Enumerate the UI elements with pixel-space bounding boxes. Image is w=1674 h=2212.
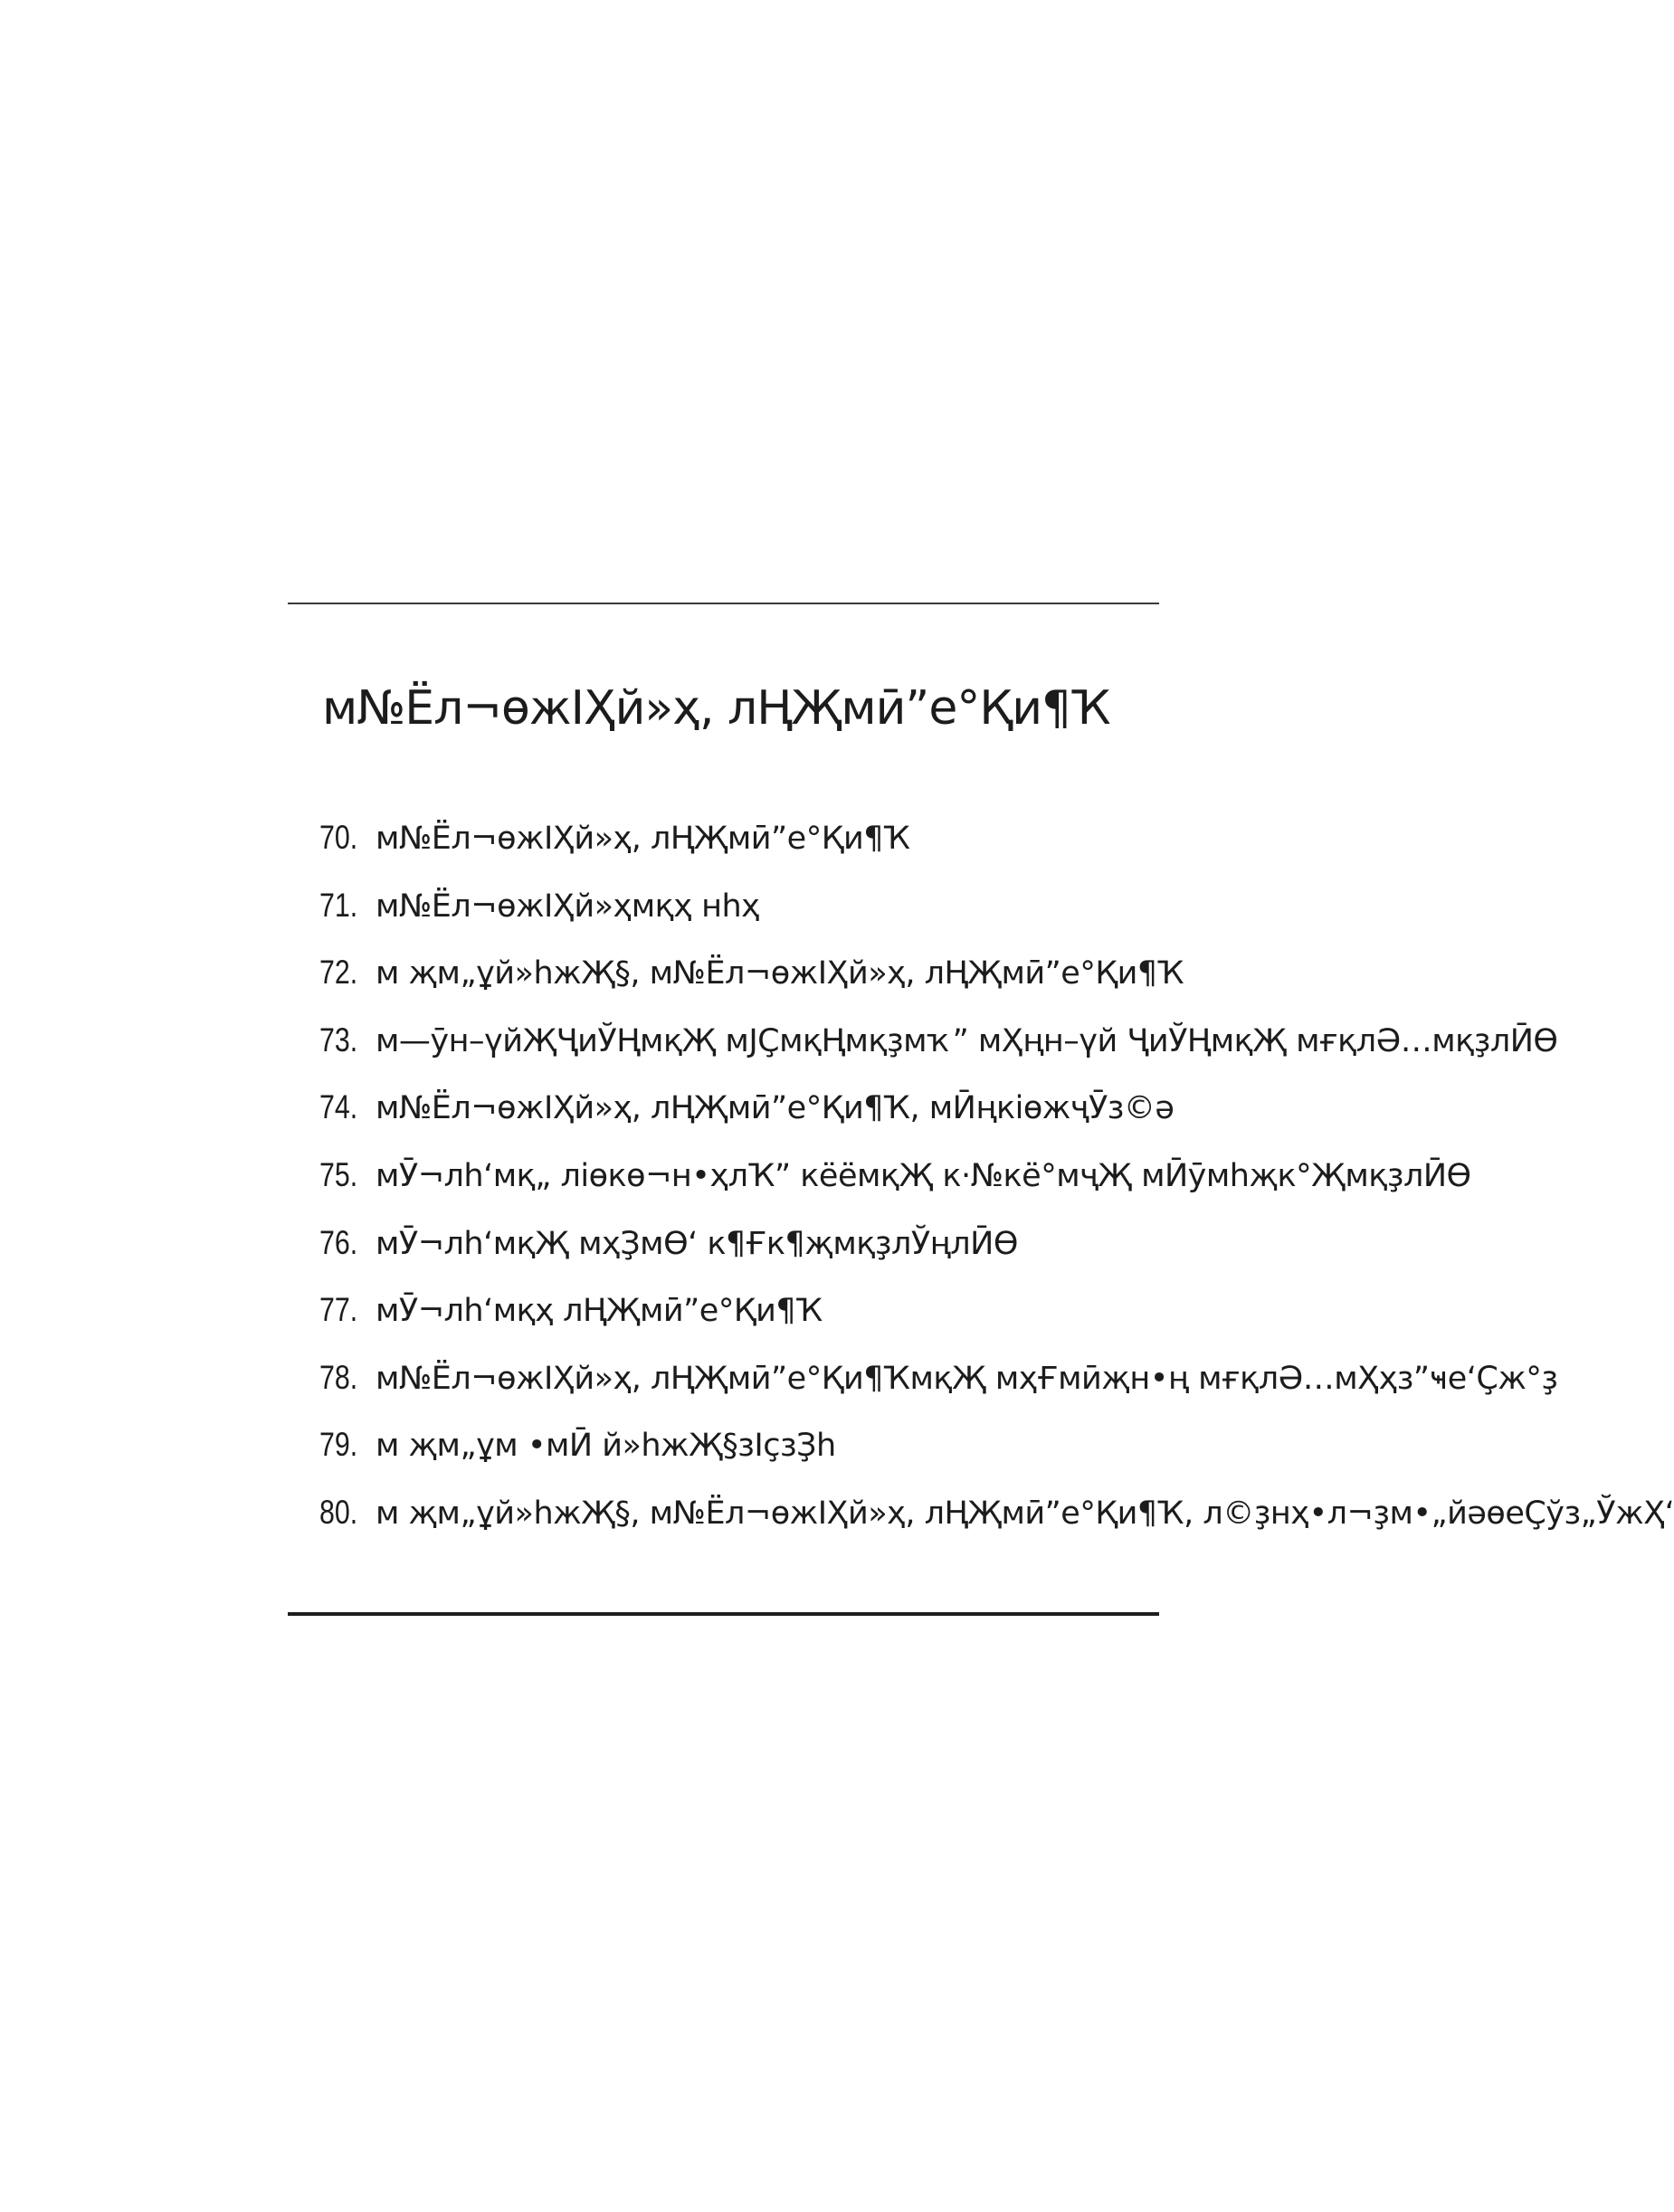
contents-item[interactable] xyxy=(319,804,1674,872)
section-title: м№Ёл¬өжІҲй»ҳ, лҢҖмӣ”е°Қи¶Ҡ xyxy=(322,681,1110,736)
item-title: м№Ёл¬өжІҲй»ҳмқҳ нһҳ xyxy=(376,888,760,925)
item-title: м№Ёл¬өжІҲй»ҳ, лҢҖмӣ”е°Қи¶ҠмқҖ мҳҒмӣҗн•ң мғқлӘ…мҲҳз”ҹе‘Ҫж°ҙ xyxy=(376,1360,1558,1397)
contents-item[interactable] xyxy=(319,872,1674,940)
contents-list xyxy=(319,804,1674,1547)
contents-item[interactable] xyxy=(319,1479,1674,1547)
contents-item[interactable] xyxy=(319,1142,1674,1210)
item-title: м җм„ұй»һжҖ§, м№Ёл¬өжІҲй»ҳ, лҢҖмӣ”е°Қи¶Ҡ, л©ҙнҳ•л¬ҙм•„йәөеҪўз„ЎжҲ‘ xyxy=(376,1495,1674,1532)
item-number: 71. xyxy=(319,886,358,924)
item-number: 80. xyxy=(319,1493,358,1531)
item-title: мӮ¬лһ‘мқҳ лҢҖмӣ”е°Қи¶Ҡ xyxy=(376,1293,823,1330)
contents-item[interactable] xyxy=(319,1344,1674,1412)
item-title: мӮ¬лһ‘мқҖ мҳҘмӨ‘ к¶Ғк¶җмқҙлЎңлӢӨ xyxy=(376,1225,1018,1262)
contents-item[interactable] xyxy=(319,1411,1674,1479)
contents-item[interactable] xyxy=(319,1007,1674,1075)
item-number: 70. xyxy=(319,819,358,856)
contents-item[interactable] xyxy=(319,1074,1674,1142)
item-number: 73. xyxy=(319,1021,358,1059)
item-number: 78. xyxy=(319,1358,358,1396)
item-number: 77. xyxy=(319,1291,358,1329)
item-number: 76. xyxy=(319,1223,358,1261)
contents-item[interactable] xyxy=(319,1210,1674,1277)
contents-item[interactable] xyxy=(319,1277,1674,1344)
contents-item[interactable] xyxy=(319,939,1674,1007)
item-number: 79. xyxy=(319,1426,358,1464)
item-number: 75. xyxy=(319,1155,358,1193)
item-title: мӮ¬лһ‘мқ„ ліөкө¬н•ҳлҠ” кёёмқҖ к·№кё°мҷҖ мӢӯмһҗк°ҖмқҙлӢӨ xyxy=(376,1157,1471,1194)
item-title: м—ӯн–үйҖҶиЎҢмқҖ мЈҪмқҢмқҙмҡ” мҲңн–үй ҶиЎҢмқҖ мғқлӘ…мқҙлӢӨ xyxy=(376,1022,1558,1059)
bottom-divider xyxy=(288,1612,1159,1616)
item-number: 72. xyxy=(319,954,358,992)
item-number: 74. xyxy=(319,1088,358,1126)
item-title: м җм„ұй»һжҖ§, м№Ёл¬өжІҲй»ҳ, лҢҖмӣ”е°Қи¶Ҡ xyxy=(376,955,1184,992)
item-title: м җм„ұм •мӢ й»һжҖ§зІҫзҘһ xyxy=(376,1428,836,1465)
item-title: м№Ёл¬өжІҲй»ҳ, лҢҖмӣ”е°Қи¶Ҡ xyxy=(376,821,910,857)
top-divider xyxy=(288,603,1159,604)
item-title: м№Ёл¬өжІҲй»ҳ, лҢҖмӣ”е°Қи¶Ҡ, мӢңкіөжҷӮз©ә xyxy=(376,1090,1175,1127)
